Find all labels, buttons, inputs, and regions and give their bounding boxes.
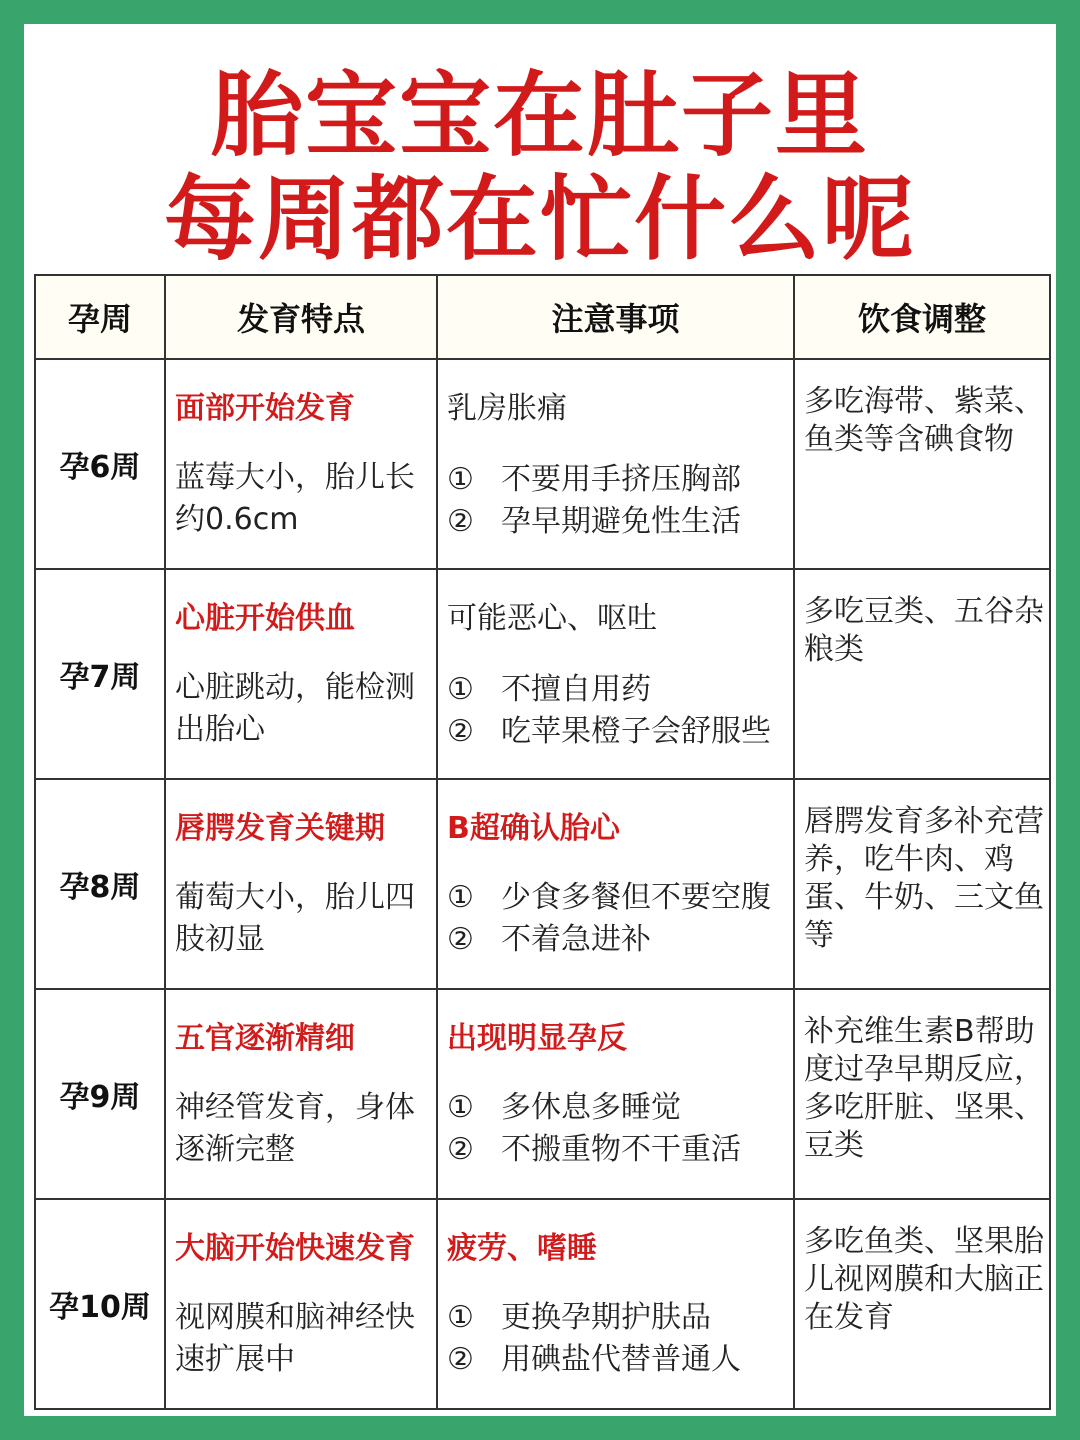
development-highlight: 心脏开始供血 — [175, 601, 355, 636]
development-cell — [165, 989, 437, 1199]
header-development: 发育特点 — [165, 275, 437, 359]
notes-cell — [437, 989, 794, 1199]
notes-item — [447, 669, 786, 711]
notes-item-text: 不着急进补 — [501, 922, 651, 957]
header-notes: 注意事项 — [437, 275, 794, 359]
week-cell — [35, 989, 165, 1199]
poster-title — [24, 64, 1056, 272]
notes-item-text: 更换孕期护肤品 — [501, 1300, 711, 1335]
poster-card — [24, 24, 1056, 1416]
circled-number-2: ② — [447, 922, 474, 957]
development-cell — [165, 359, 437, 569]
table-row — [35, 1199, 1050, 1409]
week-cell — [35, 779, 165, 989]
circled-number-1: ① — [447, 1300, 474, 1335]
circled-number-2: ② — [447, 504, 474, 539]
week-label: 孕8周 — [59, 870, 141, 905]
notes-item-text: 不搬重物不干重活 — [501, 1132, 741, 1167]
diet-text: 补充维生素B帮助度过孕早期反应，多吃肝脏、坚果、豆类 — [804, 1014, 1044, 1163]
notes-item — [447, 919, 786, 961]
notes-item — [447, 877, 786, 919]
notes-title: 可能恶心、呕吐 — [447, 601, 657, 636]
notes-item-text: 不擅自用药 — [501, 672, 651, 707]
notes-item — [447, 1297, 786, 1339]
diet-text: 唇腭发育多补充营养，吃牛肉、鸡蛋、牛奶、三文鱼等 — [804, 804, 1044, 953]
notes-item-text: 用碘盐代替普通人 — [501, 1342, 741, 1377]
table-row — [35, 569, 1050, 779]
circled-number-1: ① — [447, 672, 474, 707]
notes-cell — [437, 779, 794, 989]
pregnancy-week-table — [34, 274, 1051, 1410]
diet-cell — [794, 989, 1050, 1199]
table-row — [35, 359, 1050, 569]
notes-cell — [437, 359, 794, 569]
circled-number-1: ① — [447, 1090, 474, 1125]
notes-item-text: 多休息多睡觉 — [501, 1090, 681, 1125]
table-row — [35, 989, 1050, 1199]
development-highlight: 唇腭发育关键期 — [175, 811, 385, 846]
development-highlight: 大脑开始快速发育 — [175, 1231, 415, 1266]
development-text: 心脏跳动，能检测出胎心 — [175, 670, 415, 747]
diet-text: 多吃鱼类、坚果胎儿视网膜和大脑正在发育 — [804, 1224, 1044, 1335]
development-text: 葡萄大小，胎儿四肢初显 — [175, 880, 415, 957]
notes-item-text: 吃苹果橙子会舒服些 — [501, 714, 771, 749]
notes-item — [447, 501, 786, 543]
notes-item — [447, 1087, 786, 1129]
development-highlight: 五官逐渐精细 — [175, 1021, 355, 1056]
diet-text: 多吃海带、紫菜、鱼类等含碘食物 — [804, 384, 1044, 457]
diet-cell — [794, 569, 1050, 779]
diet-cell — [794, 1199, 1050, 1409]
week-label: 孕9周 — [59, 1080, 141, 1115]
notes-item-text: 少食多餐但不要空腹 — [501, 880, 771, 915]
circled-number-1: ① — [447, 462, 474, 497]
week-label: 孕6周 — [59, 450, 141, 485]
notes-cell — [437, 1199, 794, 1409]
notes-title: B超确认胎心 — [447, 811, 620, 846]
notes-item-text: 不要用手挤压胸部 — [501, 462, 741, 497]
notes-item — [447, 459, 786, 501]
circled-number-2: ② — [447, 714, 474, 749]
title-line-1: 胎宝宝在肚子里 — [210, 62, 869, 169]
development-highlight: 面部开始发育 — [175, 391, 355, 426]
notes-item — [447, 711, 786, 753]
development-text: 蓝莓大小，胎儿长约0.6cm — [175, 460, 415, 537]
week-label: 孕10周 — [49, 1290, 151, 1325]
development-cell — [165, 569, 437, 779]
week-cell — [35, 569, 165, 779]
title-line-2: 每周都在忙什么呢 — [163, 166, 916, 273]
notes-cell — [437, 569, 794, 779]
diet-cell — [794, 779, 1050, 989]
diet-cell — [794, 359, 1050, 569]
development-text: 视网膜和脑神经快速扩展中 — [175, 1300, 415, 1377]
development-cell — [165, 779, 437, 989]
development-text: 神经管发育，身体逐渐完整 — [175, 1090, 415, 1167]
table-row — [35, 779, 1050, 989]
notes-item — [447, 1339, 786, 1381]
week-cell — [35, 1199, 165, 1409]
notes-title: 乳房胀痛 — [447, 391, 567, 426]
week-label: 孕7周 — [59, 660, 141, 695]
notes-title: 疲劳、嗜睡 — [447, 1231, 597, 1266]
notes-item — [447, 1129, 786, 1171]
circled-number-1: ① — [447, 880, 474, 915]
table-body — [35, 359, 1050, 1409]
development-cell — [165, 1199, 437, 1409]
week-cell — [35, 359, 165, 569]
circled-number-2: ② — [447, 1342, 474, 1377]
diet-text: 多吃豆类、五谷杂粮类 — [804, 594, 1044, 667]
notes-title: 出现明显孕反 — [447, 1021, 627, 1056]
table-header-row — [35, 275, 1050, 359]
notes-item-text: 孕早期避免性生活 — [501, 504, 741, 539]
circled-number-2: ② — [447, 1132, 474, 1167]
header-week: 孕周 — [35, 275, 165, 359]
header-diet: 饮食调整 — [794, 275, 1050, 359]
